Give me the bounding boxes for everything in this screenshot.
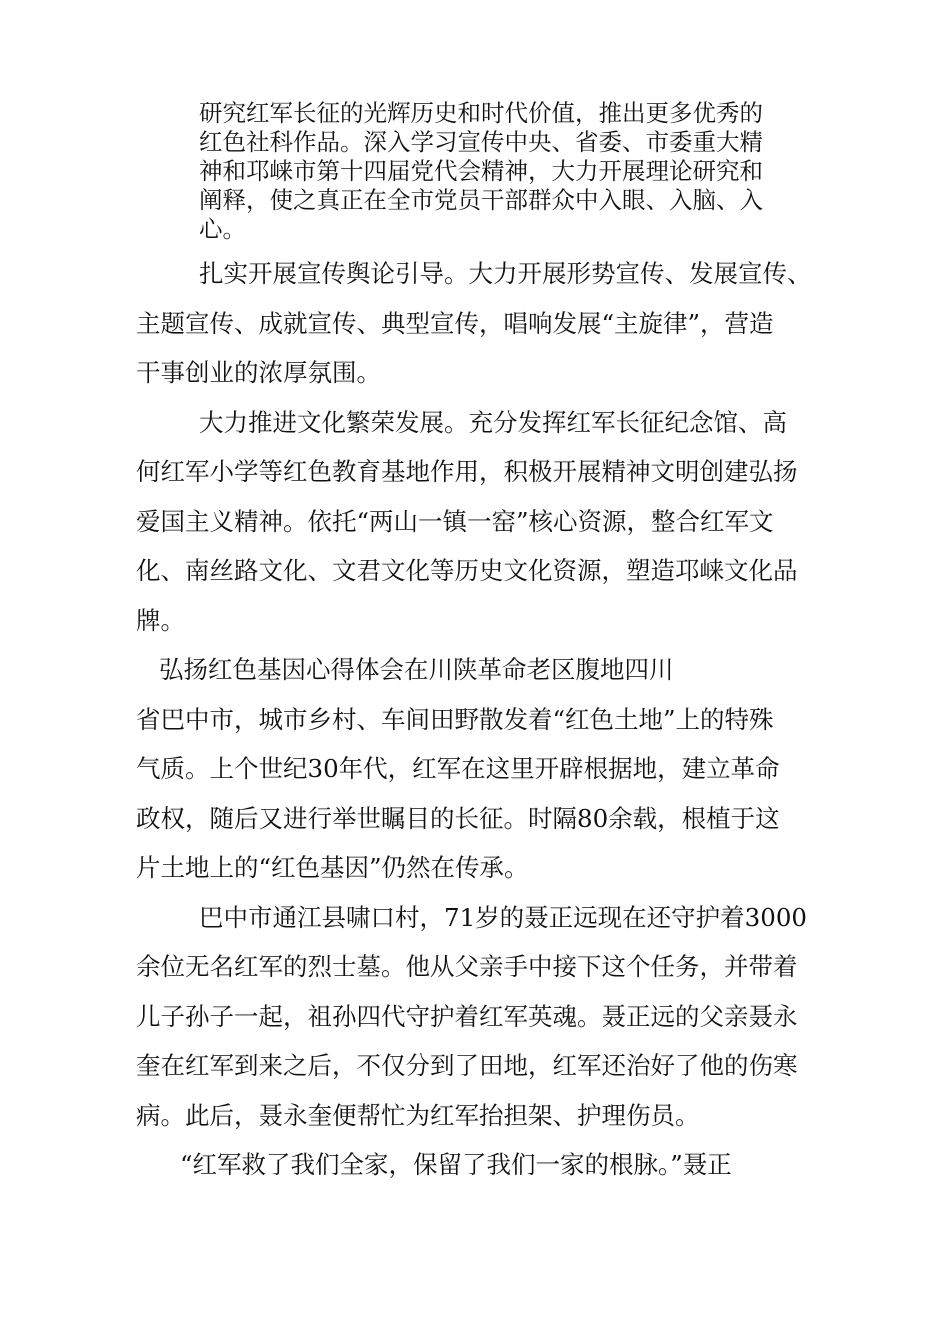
text-line: 片土地上的“红色基因”仍然在传承。	[136, 853, 529, 882]
paragraph-first-line: “红军救了我们全家，保留了我们一家的根脉。”聂正	[180, 1150, 732, 1179]
section-heading: 弘扬红色基因心得体会在川陕革命老区腹地四川	[159, 655, 674, 684]
text-line: 心。	[199, 215, 246, 243]
text-line: 气质。上个世纪30年代，红军在这里开辟根据地，建立革命	[136, 754, 780, 783]
paragraph-first-line: 扎实开展宣传舆论引导。大力开展形势宣传、发展宣传、	[199, 259, 812, 288]
text-line: 化、南丝路文化、文君文化等历史文化资源，塑造邛崃文化品	[136, 556, 798, 585]
paragraph-first-line: 巴中市通江县啸口村，71岁的聂正远现在还守护着3000	[199, 903, 808, 932]
text-line: 何红军小学等红色教育基地作用，积极开展精神文明创建弘扬	[136, 457, 798, 486]
text-line: 爱国主义精神。依托“两山一镇一窑”核心资源，整合红军文	[136, 507, 774, 536]
text-line: 省巴中市，城市乡村、车间田野散发着“红色土地”上的特殊	[136, 705, 774, 734]
text-line: 病。此后，聂永奎便帮忙为红军抬担架、护理伤员。	[136, 1101, 700, 1130]
text-line: 红色社科作品。深入学习宣传中央、省委、市委重大精	[199, 128, 763, 156]
text-line: 政权，随后又进行举世瞩目的长征。时隔80余载，根植于这	[136, 804, 780, 833]
text-line: 干事创业的浓厚氛围。	[136, 358, 381, 387]
text-line: 研究红军长征的光辉历史和时代价值，推出更多优秀的	[199, 99, 763, 127]
text-line: 余位无名红军的烈士墓。他从父亲手中接下这个任务，并带着	[136, 952, 798, 981]
text-line: 牌。	[136, 606, 185, 635]
text-line: 阐释，使之真正在全市党员干部群众中入眼、入脑、入	[199, 186, 763, 214]
text-line: 神和邛崃市第十四届党代会精神，大力开展理论研究和	[199, 157, 763, 185]
text-line: 主题宣传、成就宣传、典型宣传，唱响发展“主旋律”，营造	[136, 309, 774, 338]
paragraph-first-line: 大力推进文化繁荣发展。充分发挥红军长征纪念馆、高	[199, 408, 787, 437]
text-line: 儿子孙子一起，祖孙四代守护着红军英魂。聂正远的父亲聂永	[136, 1002, 798, 1031]
text-line: 奎在红军到来之后，不仅分到了田地，红军还治好了他的伤寒	[136, 1051, 798, 1080]
